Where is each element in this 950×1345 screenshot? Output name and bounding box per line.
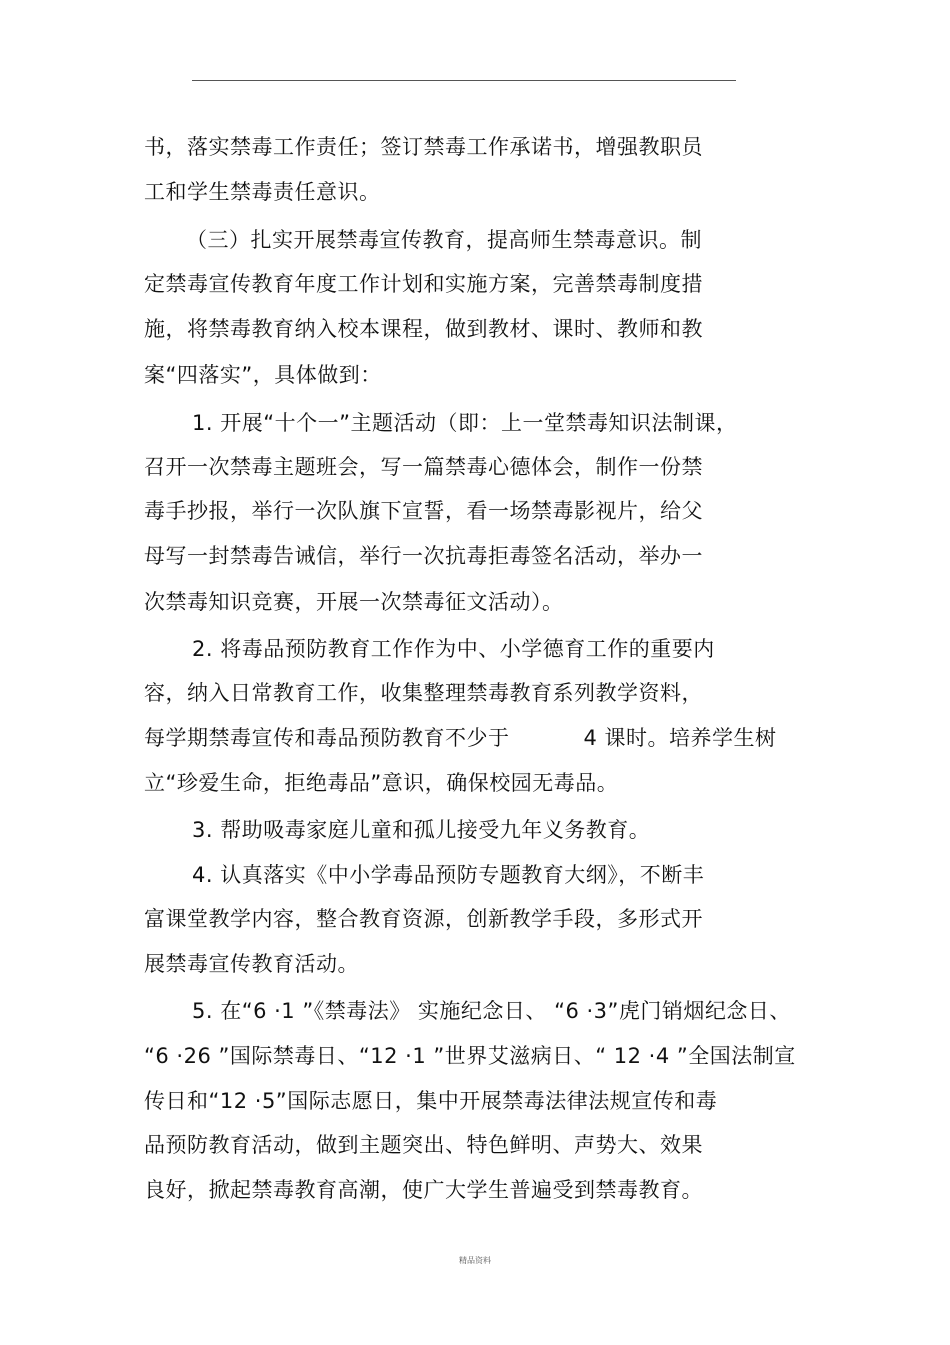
text-line: 5. 在“6 ·1 ”《禁毒法》 实施纪念日、 “6 ·3”虎门销烟纪念日、 <box>192 999 791 1023</box>
text-line: 良好，掀起禁毒教育高潮，使广大学生普遍受到禁毒教育。 <box>144 1178 703 1202</box>
text-line: 案“四落实”，具体做到： <box>144 363 382 387</box>
text-line: 定禁毒宣传教育年度工作计划和实施方案，完善禁毒制度措 <box>144 272 703 296</box>
text-line: 毒手抄报，举行一次队旗下宣誓，看一场禁毒影视片，给父 <box>144 499 703 523</box>
text-line: 4. 认真落实《中小学毒品预防专题教育大纲》，不断丰 <box>192 863 705 887</box>
text-line: 富课堂教学内容，整合教育资源，创新教学手段，多形式开 <box>144 907 703 931</box>
text-line: 1. 开展“十个一”主题活动（即：上一堂禁毒知识法制课， <box>192 411 738 435</box>
text-segment: 每学期禁毒宣传和毒品预防教育不少于 <box>144 726 510 750</box>
text-line: 母写一封禁毒告诫信，举行一次抗毒拒毒签名活动，举办一 <box>144 544 703 568</box>
text-line: 容，纳入日常教育工作，收集整理禁毒教育系列教学资料， <box>144 681 703 705</box>
text-line: 次禁毒知识竞赛，开展一次禁毒征文活动）。 <box>144 590 564 614</box>
text-line: 2. 将毒品预防教育工作作为中、小学德育工作的重要内 <box>192 637 715 661</box>
header-rule <box>192 80 736 81</box>
footer-label: 精品资料 <box>459 1256 491 1265</box>
text-line <box>144 723 777 753</box>
text-line: 展禁毒宣传教育活动。 <box>144 952 359 976</box>
text-line: 召开一次禁毒主题班会，写一篇禁毒心德体会，制作一份禁 <box>144 455 703 479</box>
text-segment: 4 课时。培养学生树 <box>583 726 777 750</box>
text-line: 工和学生禁毒责任意识。 <box>144 180 381 204</box>
text-line: 传日和“12 ·5”国际志愿日，集中开展禁毒法律法规宣传和毒 <box>144 1089 718 1113</box>
text-line: 品预防教育活动，做到主题突出、特色鲜明、声势大、效果 <box>144 1133 703 1157</box>
text-line: 3. 帮助吸毒家庭儿童和孤儿接受九年义务教育。 <box>192 818 651 842</box>
text-line: 书，落实禁毒工作责任；签订禁毒工作承诺书，增强教职员 <box>144 135 703 159</box>
text-line: “6 ·26 ”国际禁毒日、“12 ·1 ”世界艾滋病日、“ 12 ·4 ”全国法制宣 <box>144 1044 796 1068</box>
text-line: 立“珍爱生命，拒绝毒品”意识，确保校园无毒品。 <box>144 771 619 795</box>
text-line: （三）扎实开展禁毒宣传教育，提高师生禁毒意识。制 <box>186 228 702 252</box>
text-line: 施，将禁毒教育纳入校本课程，做到教材、课时、教师和教 <box>144 317 703 341</box>
